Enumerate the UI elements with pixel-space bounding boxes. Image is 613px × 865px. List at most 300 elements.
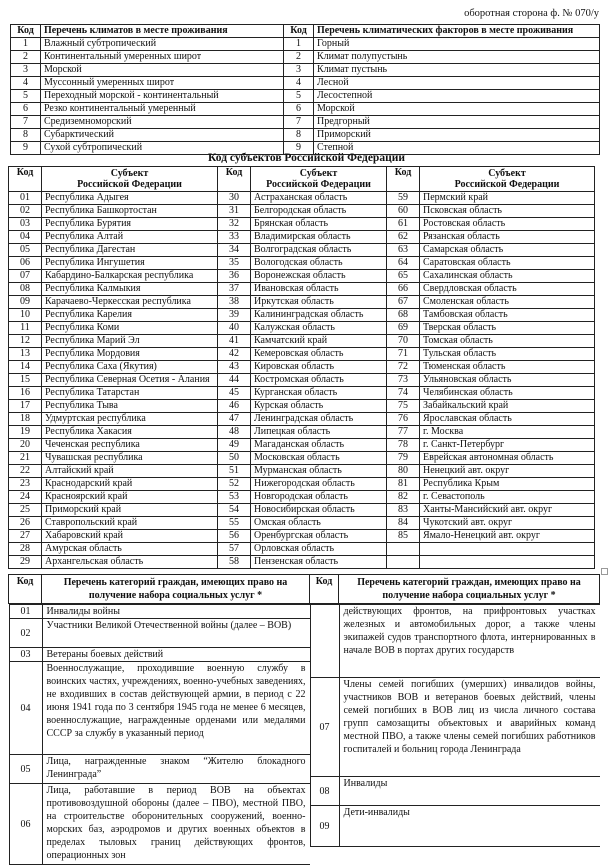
category-code: 01 (9, 605, 42, 619)
subject-name: Алтайский край (42, 465, 218, 478)
subject-name: Рязанская область (420, 231, 595, 244)
climate-header-row (11, 25, 600, 38)
subject-name: Мурманская область (251, 465, 387, 478)
subject-name: Республика Башкортостан (42, 205, 218, 218)
subject-code: 06 (9, 257, 42, 270)
climate-row (11, 38, 600, 51)
climate-name: Сухой субтропический (41, 142, 284, 155)
subject-code: 65 (387, 270, 420, 283)
climate-code: 5 (11, 90, 41, 103)
subject-name: Чукотский авт. округ (420, 517, 595, 530)
subject-code: 54 (218, 504, 251, 517)
subject-name: Кабардино-Балкарская республика (42, 270, 218, 283)
subject-name: Архангельская область (42, 556, 218, 569)
categories-code-header-left: Код (9, 575, 42, 604)
subject-code: 47 (218, 413, 251, 426)
subject-code: 40 (218, 322, 251, 335)
subject-code: 55 (218, 517, 251, 530)
factor-code: 7 (284, 116, 314, 129)
subject-name: Липецкая область (251, 426, 387, 439)
subject-code: 49 (218, 439, 251, 452)
climate-name: Резко континентальный умеренный (41, 103, 284, 116)
category-text: Дети-инвалиды (339, 806, 600, 847)
subject-code: 42 (218, 348, 251, 361)
subjects-row (9, 387, 595, 400)
factor-name: Степной (314, 142, 600, 155)
subjects-row (9, 192, 595, 205)
subject-name: Брянская область (251, 218, 387, 231)
subject-code: 04 (9, 231, 42, 244)
subject-code: 44 (218, 374, 251, 387)
factor-name: Горный (314, 38, 600, 51)
subject-code: 02 (9, 205, 42, 218)
categories-left-column (9, 604, 310, 865)
subject-code: 31 (218, 205, 251, 218)
subjects-row (9, 257, 595, 270)
subject-code: 59 (387, 192, 420, 205)
subject-name: Ярославская область (420, 413, 595, 426)
subject-name: Республика Коми (42, 322, 218, 335)
subject-name: Магаданская область (251, 439, 387, 452)
subjects-row (9, 322, 595, 335)
subject-code: 27 (9, 530, 42, 543)
climate-name: Субарктический (41, 129, 284, 142)
subjects-row (9, 400, 595, 413)
subject-code: 67 (387, 296, 420, 309)
subject-code: 60 (387, 205, 420, 218)
category-row (9, 662, 310, 755)
climate-code: 4 (11, 77, 41, 90)
subject-code: 20 (9, 439, 42, 452)
subjects-row (9, 556, 595, 569)
climate-row (11, 77, 600, 90)
subject-name: Кемеровская область (251, 348, 387, 361)
factor-code: 9 (284, 142, 314, 155)
subject-code: 58 (218, 556, 251, 569)
subject-code: 83 (387, 504, 420, 517)
subject-code: 71 (387, 348, 420, 361)
climate-row (11, 103, 600, 116)
subject-name: Республика Калмыкия (42, 283, 218, 296)
climate-row (11, 129, 600, 142)
subject-code: 82 (387, 491, 420, 504)
categories-code-header-right: Код (310, 575, 339, 604)
subject-name: Белгородская область (251, 205, 387, 218)
subjects-row (9, 205, 595, 218)
subject-name: Новгородская область (251, 491, 387, 504)
subject-code: 56 (218, 530, 251, 543)
climate-name: Континентальный умеренных широт (41, 51, 284, 64)
subject-name: Республика Ингушетия (42, 257, 218, 270)
factor-name: Лесостепной (314, 90, 600, 103)
subject-name: Республика Карелия (42, 309, 218, 322)
subject-name: Чеченская республика (42, 439, 218, 452)
categories-header-right: Перечень категорий граждан, имеющих право на получение набора социальных услуг * (339, 575, 600, 604)
subject-code: 41 (218, 335, 251, 348)
category-text: действующих фронтов, на прифронтовых участках железных и автомобильных дорог, а также члены экипажей судов транспортного флота, интернированных в начале ВОВ в портах других государств (339, 605, 600, 678)
category-code (310, 605, 339, 678)
factor-name: Лесной (314, 77, 600, 90)
factor-code: 2 (284, 51, 314, 64)
subject-name: Республика Северная Осетия - Алания (42, 374, 218, 387)
subject-name: Костромская область (251, 374, 387, 387)
subject-name: Пензенская область (251, 556, 387, 569)
climate-row (11, 90, 600, 103)
subject-code: 35 (218, 257, 251, 270)
subject-name: Новосибирская область (251, 504, 387, 517)
subjects-row (9, 374, 595, 387)
subject-code: 28 (9, 543, 42, 556)
subject-code: 72 (387, 361, 420, 374)
subject-code: 81 (387, 478, 420, 491)
climate-name: Переходный морской - континентальный (41, 90, 284, 103)
subject-name: Республика Татарстан (42, 387, 218, 400)
category-row (9, 648, 310, 662)
subject-code: 63 (387, 244, 420, 257)
subject-name: Республика Марий Эл (42, 335, 218, 348)
subject-code: 26 (9, 517, 42, 530)
subject-code: 79 (387, 452, 420, 465)
subject-code: 85 (387, 530, 420, 543)
subject-code: 51 (218, 465, 251, 478)
subject-code (387, 556, 420, 569)
subjects-row (9, 361, 595, 374)
subject-name: Астраханская область (251, 192, 387, 205)
factor-name: Приморский (314, 129, 600, 142)
climate-code: 3 (11, 64, 41, 77)
subject-name: г. Санкт-Петербург (420, 439, 595, 452)
subject-name: Забайкальский край (420, 400, 595, 413)
subject-code: 53 (218, 491, 251, 504)
climate-code: 1 (11, 38, 41, 51)
category-text: Ветераны боевых действий (42, 648, 310, 662)
subjects-row (9, 244, 595, 257)
subjects-name-header-2: Субъект Российской Федерации (251, 167, 387, 192)
subject-code: 03 (9, 218, 42, 231)
climate-name: Морской (41, 64, 284, 77)
subject-name: Камчатский край (251, 335, 387, 348)
subject-code: 57 (218, 543, 251, 556)
factors-header: Перечень климатических факторов в месте проживания (314, 25, 600, 38)
category-text: Лица, награжденные знаком “Жителю блокадного Ленинграда” (42, 755, 310, 784)
subject-code: 13 (9, 348, 42, 361)
category-text: Военнослужащие, проходившие военную службу в воинских частях, учреждениях, военно-учебных заведениях, не входивших в состав действующей армии, в период с 22 июня 1941 года по 3 сентября 1945 года не менее 6 месяцев, военнослужащие, награжденные орденами или медалями СССР за службу в указанный период (42, 662, 310, 755)
factor-name: Климат полупустынь (314, 51, 600, 64)
subject-name: Ненецкий авт. округ (420, 465, 595, 478)
subject-code: 62 (387, 231, 420, 244)
factor-code: 6 (284, 103, 314, 116)
subject-name: Орловская область (251, 543, 387, 556)
subject-name: Амурская область (42, 543, 218, 556)
subject-name: Республика Адыгея (42, 192, 218, 205)
subject-code: 29 (9, 556, 42, 569)
subject-code: 45 (218, 387, 251, 400)
subjects-row (9, 478, 595, 491)
climate-code: 2 (11, 51, 41, 64)
subject-name: Приморский край (42, 504, 218, 517)
category-code: 04 (9, 662, 42, 755)
subject-name: Владимирская область (251, 231, 387, 244)
subjects-row (9, 491, 595, 504)
subjects-row (9, 543, 595, 556)
subjects-row (9, 439, 595, 452)
subject-code: 14 (9, 361, 42, 374)
subject-name: Волгоградская область (251, 244, 387, 257)
subject-code: 12 (9, 335, 42, 348)
subject-name: г. Москва (420, 426, 595, 439)
subject-code: 08 (9, 283, 42, 296)
subjects-row (9, 530, 595, 543)
category-code: 07 (310, 678, 339, 777)
subject-code: 69 (387, 322, 420, 335)
subjects-row (9, 348, 595, 361)
climate-name: Муссонный умеренных широт (41, 77, 284, 90)
subjects-row (9, 504, 595, 517)
subject-name: Калининградская область (251, 309, 387, 322)
climate-row (11, 64, 600, 77)
subjects-title: Код субъектов Российской Федерации (208, 152, 405, 164)
climate-name: Средиземноморский (41, 116, 284, 129)
subject-code: 39 (218, 309, 251, 322)
categories-table (8, 574, 600, 865)
subject-name: Республика Дагестан (42, 244, 218, 257)
category-row (9, 619, 310, 648)
category-code: 08 (310, 777, 339, 806)
subject-name: г. Севастополь (420, 491, 595, 504)
subjects-table (8, 166, 595, 569)
factor-name: Предгорный (314, 116, 600, 129)
category-row (310, 777, 600, 806)
subject-code: 50 (218, 452, 251, 465)
subject-code: 74 (387, 387, 420, 400)
climate-name: Влажный субтропический (41, 38, 284, 51)
subjects-name-header-3: Субъект Российской Федерации (420, 167, 595, 192)
subjects-row (9, 296, 595, 309)
subject-code: 70 (387, 335, 420, 348)
subject-code: 32 (218, 218, 251, 231)
climates-header: Перечень климатов в месте проживания (41, 25, 284, 38)
subject-code: 23 (9, 478, 42, 491)
climate-row (11, 51, 600, 64)
subject-code: 43 (218, 361, 251, 374)
subject-name: Саратовская область (420, 257, 595, 270)
subject-code: 80 (387, 465, 420, 478)
subject-name: Нижегородская область (251, 478, 387, 491)
form-reference: оборотная сторона ф. № 070/у (464, 8, 599, 19)
subjects-row (9, 465, 595, 478)
climate-row (11, 116, 600, 129)
subject-name: Республика Бурятия (42, 218, 218, 231)
subject-code: 24 (9, 491, 42, 504)
subject-code: 10 (9, 309, 42, 322)
subject-name: Омская область (251, 517, 387, 530)
subject-code: 11 (9, 322, 42, 335)
category-text: Инвалиды войны (42, 605, 310, 619)
subject-name: Тюменская область (420, 361, 595, 374)
category-text: Члены семей погибших (умерших) инвалидов войны, участников ВОВ и ветеранов боевых действий, члены семей погибших в ВОВ лиц из числа личного состава групп самозащиты объектовых и аварийных команд местной ПВО, а также члены семей погибших работников госпиталей и больниц города Ленинграда (339, 678, 600, 777)
subject-code: 18 (9, 413, 42, 426)
subject-code: 16 (9, 387, 42, 400)
subject-name: Смоленская область (420, 296, 595, 309)
climate-code: 9 (11, 142, 41, 155)
subject-name: Самарская область (420, 244, 595, 257)
subject-code: 05 (9, 244, 42, 257)
factor-code: 4 (284, 77, 314, 90)
category-text: Инвалиды (339, 777, 600, 806)
subject-name (420, 556, 595, 569)
subject-name: Карачаево-Черкесская республика (42, 296, 218, 309)
subjects-row (9, 231, 595, 244)
subjects-row (9, 283, 595, 296)
subject-code: 52 (218, 478, 251, 491)
subject-name: Кировская область (251, 361, 387, 374)
subject-name: Красноярский край (42, 491, 218, 504)
subjects-row (9, 335, 595, 348)
subject-code: 48 (218, 426, 251, 439)
subject-code: 09 (9, 296, 42, 309)
subject-name: Курганская область (251, 387, 387, 400)
subject-code: 76 (387, 413, 420, 426)
subject-name: Свердловская область (420, 283, 595, 296)
subject-name: Оренбургская область (251, 530, 387, 543)
subject-name: Республика Саха (Якутия) (42, 361, 218, 374)
subject-name: Удмуртская республика (42, 413, 218, 426)
subject-code: 22 (9, 465, 42, 478)
climate-code: 7 (11, 116, 41, 129)
subjects-code-header-3: Код (387, 167, 420, 192)
category-row (310, 678, 600, 777)
factor-code-header: Код (284, 25, 314, 38)
subject-name: Ульяновская область (420, 374, 595, 387)
subject-name: Краснодарский край (42, 478, 218, 491)
subject-name: Еврейская автономная область (420, 452, 595, 465)
subject-code: 34 (218, 244, 251, 257)
subjects-row (9, 452, 595, 465)
subject-code: 33 (218, 231, 251, 244)
subject-name: Сахалинская область (420, 270, 595, 283)
subject-code: 37 (218, 283, 251, 296)
factor-code: 8 (284, 129, 314, 142)
category-row (9, 755, 310, 784)
subject-code: 17 (9, 400, 42, 413)
subjects-name-header-1: Субъект Российской Федерации (42, 167, 218, 192)
subject-name: Ямало-Ненецкий авт. округ (420, 530, 595, 543)
subjects-header-row (9, 167, 595, 192)
subject-code: 19 (9, 426, 42, 439)
subject-code: 15 (9, 374, 42, 387)
category-code: 09 (310, 806, 339, 847)
category-text: Участники Великой Отечественной войны (далее – ВОВ) (42, 619, 310, 648)
subject-name: Тамбовская область (420, 309, 595, 322)
climate-code: 8 (11, 129, 41, 142)
subject-name: Московская область (251, 452, 387, 465)
subject-name: Ленинградская область (251, 413, 387, 426)
subject-name: Хабаровский край (42, 530, 218, 543)
factor-code: 3 (284, 64, 314, 77)
subjects-row (9, 413, 595, 426)
subject-code: 01 (9, 192, 42, 205)
subject-code: 66 (387, 283, 420, 296)
category-row (9, 784, 310, 865)
subject-code: 21 (9, 452, 42, 465)
subject-code: 61 (387, 218, 420, 231)
subject-name: Чувашская республика (42, 452, 218, 465)
subject-code: 75 (387, 400, 420, 413)
subject-code: 07 (9, 270, 42, 283)
subject-name: Республика Алтай (42, 231, 218, 244)
subject-name: Псковская область (420, 205, 595, 218)
subject-code: 46 (218, 400, 251, 413)
subject-name: Тверская область (420, 322, 595, 335)
subject-code: 78 (387, 439, 420, 452)
subjects-row (9, 517, 595, 530)
subject-name: Иркутская область (251, 296, 387, 309)
factor-code: 1 (284, 38, 314, 51)
subject-code: 68 (387, 309, 420, 322)
subject-code: 25 (9, 504, 42, 517)
subject-name: Курская область (251, 400, 387, 413)
subject-name (420, 543, 595, 556)
subject-code: 77 (387, 426, 420, 439)
category-row (9, 605, 310, 619)
subjects-row (9, 426, 595, 439)
categories-right-column (310, 604, 600, 847)
subject-name: Ставропольский край (42, 517, 218, 530)
subjects-row (9, 309, 595, 322)
categories-header-left: Перечень категорий граждан, имеющих право на получение набора социальных услуг * (42, 575, 310, 604)
categories-header-row (9, 575, 600, 604)
subject-name: Республика Крым (420, 478, 595, 491)
category-row (310, 806, 600, 847)
subject-name: Республика Тыва (42, 400, 218, 413)
subject-code: 64 (387, 257, 420, 270)
category-text: Лица, работавшие в период ВОВ на объектах противовоздушной обороны (далее – ПВО), местной ПВО, на строительстве оборонительных сооружений, военно-морских баз, аэродромов и других военных объектов в пределах тыловых границ действующих фронтов, операционных зон (42, 784, 310, 865)
category-code: 03 (9, 648, 42, 662)
subject-name: Воронежская область (251, 270, 387, 283)
subject-name: Калужская область (251, 322, 387, 335)
subject-name: Тульская область (420, 348, 595, 361)
subject-name: Ивановская область (251, 283, 387, 296)
subject-code: 36 (218, 270, 251, 283)
subject-code: 38 (218, 296, 251, 309)
factor-code: 5 (284, 90, 314, 103)
factor-name: Климат пустынь (314, 64, 600, 77)
subject-name: Томская область (420, 335, 595, 348)
subjects-row (9, 218, 595, 231)
climate-code: 6 (11, 103, 41, 116)
subject-code: 84 (387, 517, 420, 530)
subjects-code-header-2: Код (218, 167, 251, 192)
category-code: 06 (9, 784, 42, 865)
factor-name: Морской (314, 103, 600, 116)
subject-code: 73 (387, 374, 420, 387)
table-anchor-mark (601, 568, 608, 575)
climate-code-header: Код (11, 25, 41, 38)
subject-name: Республика Мордовия (42, 348, 218, 361)
climate-table (10, 24, 600, 155)
subjects-row (9, 270, 595, 283)
category-code: 05 (9, 755, 42, 784)
subject-name: Ханты-Мансийский авт. округ (420, 504, 595, 517)
subject-code (387, 543, 420, 556)
subject-code: 30 (218, 192, 251, 205)
subject-name: Челябинская область (420, 387, 595, 400)
subject-name: Ростовская область (420, 218, 595, 231)
subject-name: Вологодская область (251, 257, 387, 270)
category-code: 02 (9, 619, 42, 648)
subjects-code-header-1: Код (9, 167, 42, 192)
category-row (310, 605, 600, 678)
